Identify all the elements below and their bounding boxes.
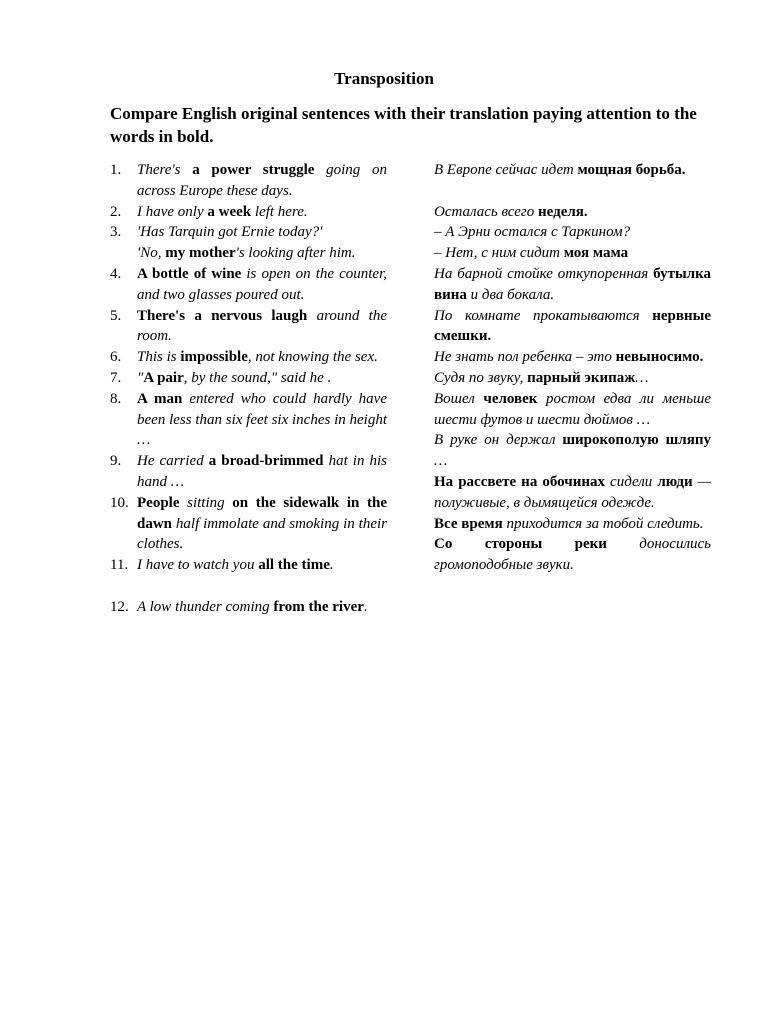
bold-phrase: Со стороны реки	[434, 536, 607, 553]
text-run: …	[434, 453, 448, 470]
english-sentence	[110, 222, 387, 243]
sentence-text	[137, 222, 387, 243]
bold-phrase: неделя.	[538, 203, 588, 220]
bold-phrase: На рассвете на обочинах	[434, 473, 606, 490]
bold-phrase: on the sidewalk in the dawn	[137, 494, 387, 532]
sentence-number: 6.	[110, 349, 122, 366]
text-run: sitting	[179, 494, 233, 511]
bold-phrase: A man	[137, 390, 183, 407]
sentence-text	[137, 160, 387, 202]
sentence-number: 7.	[110, 369, 122, 386]
sentence-text	[137, 555, 387, 576]
text-run: 's looking after him.	[235, 245, 356, 262]
russian-translation	[434, 222, 711, 243]
text-run: В Европе сейчас идет	[434, 162, 578, 178]
sentence-number: 9.	[110, 453, 122, 470]
english-sentence	[110, 389, 387, 451]
bold-phrase: a broad-brimmed	[208, 453, 324, 470]
english-sentence	[110, 264, 387, 306]
sentence-number: 10.	[110, 494, 129, 511]
text-run: приходится за тобой следить.	[502, 515, 704, 532]
text-run: "	[137, 369, 144, 386]
text-run: 'No,	[137, 245, 166, 262]
english-sentence	[110, 202, 387, 223]
bold-phrase: all the time	[258, 557, 330, 574]
text-run: – А Эрни остался с Таркином?	[434, 224, 631, 241]
text-run: В руке он держал	[434, 432, 563, 449]
bold-phrase: бутылка вина	[434, 265, 711, 303]
russian-translation	[434, 347, 711, 368]
english-sentence	[110, 160, 387, 202]
text-run: A low thunder coming	[137, 598, 274, 615]
text-run: He carried	[137, 453, 209, 470]
sentence-number: 11.	[110, 557, 129, 574]
text-run: – Нет, с ним сидит	[434, 245, 564, 262]
russian-translation	[434, 202, 711, 223]
sentence-number: 5.	[110, 307, 122, 324]
bold-phrase: моя мама	[563, 245, 629, 262]
text-run: There's	[137, 162, 193, 178]
sentence-number: 4.	[110, 265, 122, 282]
text-run: — полуживые, в дымящейся одежде.	[434, 473, 711, 511]
sentence-text	[137, 306, 387, 348]
english-sentence	[110, 368, 387, 389]
text-run: .	[363, 598, 368, 615]
bold-phrase: невыносимо.	[615, 349, 704, 366]
sentence-text	[137, 451, 387, 493]
russian-translation	[434, 306, 711, 348]
bold-phrase: impossible	[180, 349, 248, 366]
text-run: I have to watch you	[137, 557, 259, 574]
text-run: Вошел	[434, 390, 484, 407]
russian-translation	[434, 514, 711, 535]
text-run: ростом едва ли меньше шести футов и шести дюймов …	[434, 390, 712, 428]
text-run: По комнате прокатываются	[434, 307, 653, 324]
text-run: , by the sound," said he .	[183, 369, 332, 386]
russian-translation	[434, 472, 711, 514]
text-run: Не знать пол ребенка – это	[434, 349, 616, 366]
bold-phrase: парный экипаж	[527, 369, 636, 386]
instruction-text: Compare English original sentences with their translation paying attention to the words in bold.	[110, 104, 697, 146]
text-run: left here.	[251, 203, 308, 220]
text-run: и два бокала.	[466, 286, 555, 303]
sentence-number: 2.	[110, 203, 122, 220]
text-run: around the room.	[137, 307, 387, 345]
text-run: going on across Europe these days.	[137, 162, 388, 199]
bold-phrase: a week	[207, 203, 252, 220]
sentence-number: 8.	[110, 390, 122, 407]
bold-phrase: широкополую шляпу	[562, 432, 711, 449]
english-sentence	[110, 597, 387, 618]
sentence-text	[137, 389, 387, 451]
bold-phrase: человек	[483, 390, 538, 407]
english-sentence	[110, 347, 387, 368]
text-run: сидели	[605, 473, 658, 490]
english-sentence	[110, 451, 387, 493]
sentence-text	[137, 347, 387, 368]
sentence-number: 12.	[110, 598, 129, 615]
russian-translation	[434, 160, 711, 181]
text-run: .	[329, 557, 334, 574]
russian-translation	[434, 264, 711, 306]
english-sentence	[110, 493, 387, 555]
sentence-text	[137, 243, 387, 264]
russian-translation	[434, 243, 711, 264]
sentence-number: 3.	[110, 224, 122, 241]
bold-phrase: A pair	[143, 369, 184, 386]
english-sentence	[110, 555, 387, 576]
text-run: is open on the counter, and two glasses poured out.	[137, 265, 387, 303]
sentence-text	[137, 597, 387, 618]
text-run: Осталась всего	[434, 203, 538, 220]
russian-translation	[434, 534, 711, 576]
english-sentence	[110, 306, 387, 348]
spacer	[434, 181, 711, 202]
text-run: 'Has Tarquin got Ernie today?'	[137, 224, 323, 241]
text-run: Судя по звуку,	[434, 369, 528, 386]
sentence-number: 1.	[110, 162, 122, 178]
text-run: , not knowing the sex.	[247, 349, 378, 366]
spacer	[110, 576, 387, 597]
page-title: Transposition	[334, 69, 434, 88]
sentence-text	[137, 493, 387, 555]
text-run: доносились громоподобные звуки.	[434, 536, 711, 574]
russian-translation	[434, 368, 711, 389]
english-sentence	[110, 243, 387, 264]
text-run: entered who could hardly have been less than six feet six inches in height …	[137, 390, 387, 449]
text-run: На барной стойке откупоренная	[434, 265, 654, 282]
bold-phrase: A bottle of wine	[137, 265, 242, 282]
bold-phrase: from the river	[273, 598, 364, 615]
russian-translation	[434, 430, 711, 472]
sentence-text	[137, 264, 387, 306]
bold-phrase: Все время	[434, 515, 503, 532]
text-run: half immolate and smoking in their clothes.	[137, 515, 387, 553]
bold-phrase: People	[137, 494, 180, 511]
english-column	[110, 160, 387, 618]
sentence-number	[110, 243, 137, 264]
text-run: …	[635, 369, 649, 386]
bold-phrase: There's a nervous laugh	[137, 307, 308, 324]
bold-phrase: мощная борьба.	[577, 162, 686, 178]
bold-phrase: нервные смешки.	[434, 307, 711, 345]
text-run: hat in his hand …	[137, 453, 388, 490]
bold-phrase: люди	[657, 473, 693, 490]
bold-phrase: a power struggle	[192, 162, 315, 178]
bold-phrase: my mother	[165, 245, 236, 262]
sentence-text	[137, 202, 387, 223]
text-run: This is	[137, 349, 181, 366]
sentence-text	[137, 368, 387, 389]
russian-translation	[434, 389, 711, 431]
russian-column	[434, 160, 711, 576]
text-run: I have only	[137, 203, 208, 220]
